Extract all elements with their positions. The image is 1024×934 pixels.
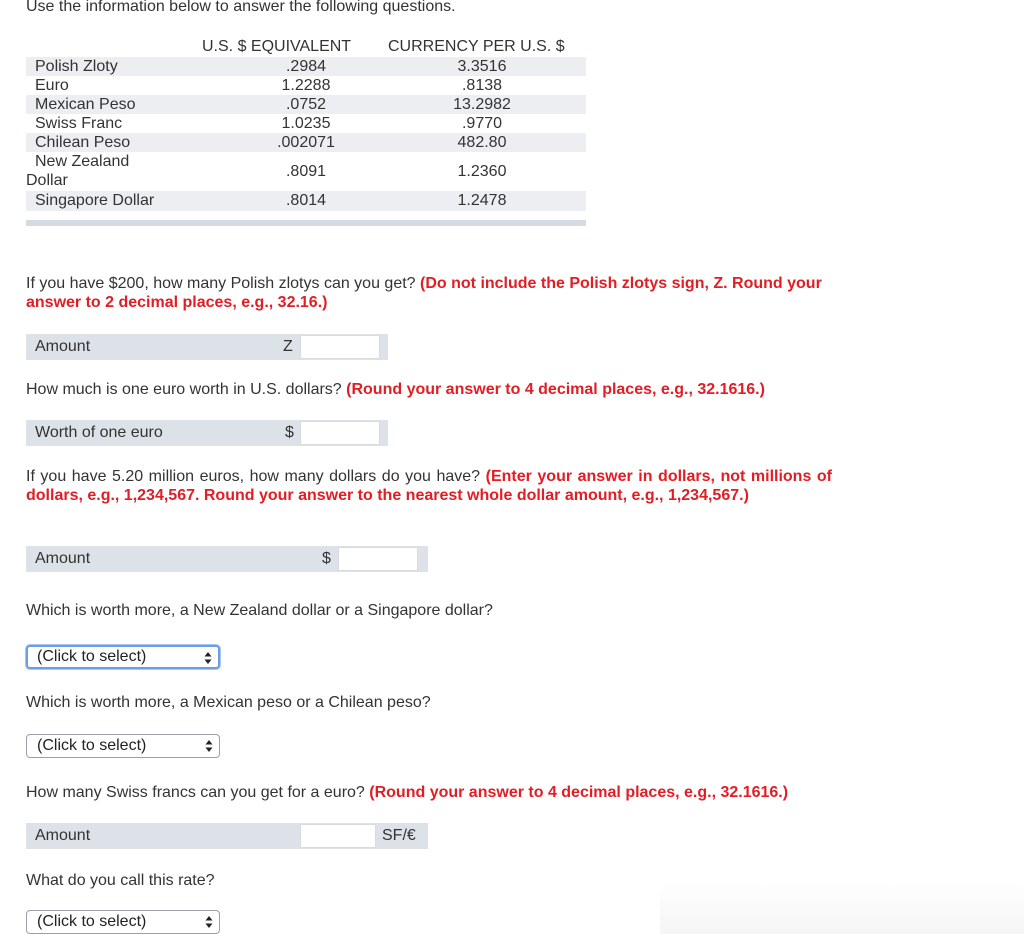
currency-per-usd-value: .8138 xyxy=(461,77,503,94)
currency-name: Singapore Dollar xyxy=(35,192,155,209)
question-text: How much is one euro worth in U.S. dollars? xyxy=(26,381,347,398)
dollar-sign: $ xyxy=(285,424,294,441)
answer-label: Worth of one euro xyxy=(35,424,163,441)
question-text: If you have 5.20 million euros, how many dollars do you have? xyxy=(26,468,486,485)
question-text: What do you call this rate? xyxy=(26,872,215,889)
table-bottom-bar xyxy=(26,220,586,226)
usd-equivalent-value: 1.0235 xyxy=(281,115,331,132)
table-row xyxy=(26,133,586,152)
currency-per-usd-value: 1.2478 xyxy=(457,192,507,209)
exchange-rate-table xyxy=(26,34,586,226)
question-5 xyxy=(26,693,832,712)
currency-per-usd-value: 13.2982 xyxy=(453,96,511,113)
question-6 xyxy=(26,783,832,802)
table-row xyxy=(26,57,586,76)
question-text: Which is worth more, a New Zealand dollar or a Singapore dollar? xyxy=(26,602,493,619)
zloty-amount-input[interactable] xyxy=(300,335,380,359)
usd-equivalent-value: .8091 xyxy=(285,163,327,180)
bottom-edge-shadow xyxy=(660,880,1024,934)
updown-arrows-icon xyxy=(205,915,213,929)
currency-name-line1: New Zealand xyxy=(35,153,130,170)
currency-per-usd-value: 3.3516 xyxy=(457,58,507,75)
question-hint: (Do not include the Polish zlotys sign, Z. Round your answer to 2 decimal places, e.g., 32.16.) xyxy=(26,275,822,311)
currency-name: Mexican Peso xyxy=(35,96,136,113)
currency-per-usd-value: .9770 xyxy=(461,115,503,132)
question-hint: (Round your answer to 4 decimal places, e.g., 32.1616.) xyxy=(369,784,789,801)
peso-comparison-select[interactable] xyxy=(26,734,220,758)
swiss-franc-amount-input[interactable] xyxy=(300,824,376,848)
currency-per-usd-value: 482.80 xyxy=(457,134,507,151)
euro-worth-input[interactable] xyxy=(300,421,380,445)
currency-name-line2: Dollar xyxy=(26,172,68,189)
unit-label: SF/€ xyxy=(382,827,416,844)
usd-equivalent-value: .002071 xyxy=(277,134,335,151)
table-row xyxy=(26,95,586,114)
answer-label: Amount xyxy=(35,550,91,567)
table-row xyxy=(26,114,586,133)
question-3 xyxy=(26,467,832,505)
select-value: (Click to select) xyxy=(37,913,147,930)
nz-vs-singapore-select[interactable] xyxy=(26,645,220,669)
updown-arrows-icon xyxy=(205,739,213,753)
select-value: (Click to select) xyxy=(37,648,147,665)
table-row xyxy=(26,191,586,211)
question-hint: (Enter your answer in dollars, not millions of dollars, e.g., 1,234,567. Round your answer to the nearest whole dollar amount, e.g., 1,234,567.) xyxy=(26,468,832,504)
usd-equivalent-value: .0752 xyxy=(285,96,327,113)
usd-equivalent-value: .8014 xyxy=(285,192,327,209)
usd-equivalent-value: 1.2288 xyxy=(281,77,331,94)
zloty-sign: Z xyxy=(283,338,293,355)
rate-name-select[interactable] xyxy=(26,910,220,934)
answer-label: Amount xyxy=(35,338,91,355)
currency-per-usd-value: 1.2360 xyxy=(457,163,507,180)
question-4 xyxy=(26,601,832,620)
currency-name: Polish Zloty xyxy=(35,58,118,75)
dollar-sign: $ xyxy=(322,550,331,567)
currency-name: Euro xyxy=(35,77,69,94)
dollar-amount-input[interactable] xyxy=(338,547,418,571)
question-1 xyxy=(26,274,832,312)
question-text: Which is worth more, a Mexican peso or a Chilean peso? xyxy=(26,694,431,711)
currency-name: Chilean Peso xyxy=(35,134,131,151)
updown-arrows-icon xyxy=(204,651,212,665)
question-2 xyxy=(26,380,832,399)
table-row xyxy=(26,76,586,95)
currency-name: Swiss Franc xyxy=(35,115,123,132)
intro-text: Use the information below to answer the following questions. xyxy=(26,0,456,15)
question-text: How many Swiss francs can you get for a euro? xyxy=(26,784,370,801)
answer-label: Amount xyxy=(35,827,91,844)
question-text: If you have $200, how many Polish zlotys can you get? xyxy=(26,275,421,292)
usd-equivalent-value: .2984 xyxy=(285,58,327,75)
col-header-usd-equivalent: U.S. $ EQUIVALENT xyxy=(202,38,352,55)
question-hint: (Round your answer to 4 decimal places, e.g., 32.1616.) xyxy=(346,381,765,398)
table-row xyxy=(26,152,586,191)
select-value: (Click to select) xyxy=(37,737,147,754)
col-header-currency-per-usd: CURRENCY PER U.S. $ xyxy=(388,38,565,55)
